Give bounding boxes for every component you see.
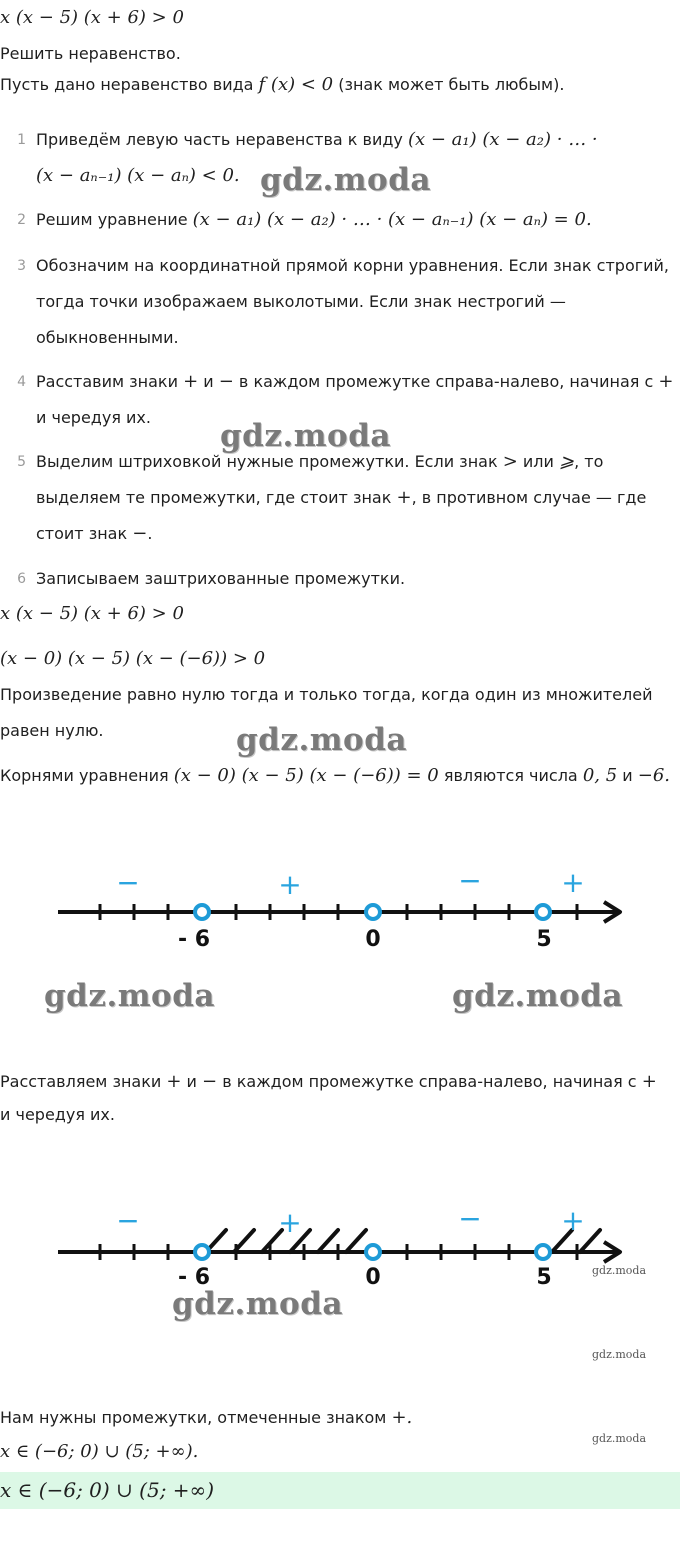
step-text [36,444,678,552]
problem-inequality: x (x − 5) (x + 6) > 0 [0,7,184,28]
needed-intervals-line [0,1400,680,1436]
root-label: 5 [536,1265,552,1290]
hatch-stroke [346,1230,366,1252]
step-1-text: Приведём левую часть неравенства к виду [36,130,408,149]
signs-line-2: и чередуя их. [0,1105,115,1124]
watermark: gdz.moda [452,978,623,1014]
signs-text: Расставляем знаки [0,1072,167,1091]
step-5-geq: ⩾ [559,451,575,472]
step-5-plus: + [396,487,412,508]
result-line: x ∈ (−6; 0) ∪ (5; +∞). [0,1441,199,1462]
hatch-stroke [318,1230,338,1252]
step-5-text-a: Выделим штриховкой нужные промежутки. Если знак [36,452,503,471]
roots-value-3: −6. [637,765,671,786]
step-4-text-c: в каждом промежутке справа-налево, начиная с [233,372,659,391]
root-point-minus-6 [195,905,209,919]
sign-label: + [278,868,302,901]
step-number: 1 [17,132,26,148]
step-5-text-d: , в противном случае — где стоит знак [36,488,647,543]
root-label: - 6 [177,1265,211,1290]
roots-text: Корнями уравнения [0,766,174,785]
sign-label: + [561,866,585,899]
step-4-text-d: и чередуя их. [36,408,151,427]
roots-values: 0, 5 [582,765,618,786]
step-5-minus: − [132,523,148,544]
solution-line-1: x (x − 5) (x + 6) > 0 [0,603,184,624]
sign-label: − [458,1202,482,1235]
sign-label: − [458,864,482,897]
step-1-math-b: (x − aₙ₋₁) (x − aₙ) < 0. [36,165,240,186]
signs-text-3: в каждом промежутке справа-налево, начиная с [217,1072,642,1091]
watermark-small: gdz.moda [592,1432,647,1445]
root-point-5 [536,1245,550,1259]
root-label: - 6 [177,927,211,952]
step-text [36,202,678,238]
step-4-minus: − [218,371,234,392]
intro-text-end: (знак может быть любым). [333,75,565,94]
step-text: Обозначим на координатной прямой корни уравнения. Если знак строгий, тогда точки изображаем выколотыми. Если знак нестрогий — обыкновенными. [36,256,670,347]
root-point-0 [366,905,380,919]
answer-box [0,1472,680,1509]
root-label: 5 [536,927,552,952]
watermark-small: gdz.moda [592,1264,647,1277]
step-4-text-a: Расставим знаки [36,372,184,391]
sign-label: − [116,866,140,899]
root-point-5 [536,905,550,919]
step-number: 6 [17,571,26,587]
step-5-text-e: . [147,524,153,543]
number-line-2 [0,1200,680,1300]
step-5-text-c: , то выделяем те промежутки, где стоит знак [36,452,604,507]
signs-text-2: и [181,1072,203,1091]
zero-product-text: Произведение равно нулю тогда и только тогда, когда один из множителей равен нулю. [0,685,653,740]
root-point-minus-6 [195,1245,209,1259]
step-5-gt: > [502,451,518,472]
step-number: 4 [17,374,26,390]
roots-text-2: являются числа [438,766,583,785]
step-5-text-b: или [517,452,559,471]
signs-plus-2: + [641,1071,657,1092]
step-2-math: (x − a₁) (x − a₂) · … · (x − aₙ₋₁) (x − aₙ) = 0. [192,209,592,230]
sign-label: − [116,1204,140,1237]
need-text: Нам нужны промежутки, отмеченные знаком [0,1408,392,1427]
step-number: 2 [17,212,26,228]
watermark: gdz.moda [44,978,215,1014]
number-line-1 [0,860,680,960]
hatch-stroke [234,1230,254,1252]
intro-math: f (x) < 0 [258,74,334,95]
task-text: Решить неравенство. [0,44,181,63]
solution-line-2: (x − 0) (x − 5) (x − (−6)) > 0 [0,648,266,669]
intro-text: Пусть дано неравенство вида [0,75,259,94]
step-4-plus-2: + [658,371,674,392]
roots-text-3: и [617,766,638,785]
step-1-math-a: (x − a₁) (x − a₂) · … · [407,129,598,150]
root-point-0 [366,1245,380,1259]
need-plus: +. [391,1407,413,1428]
watermark: gdz.moda [236,722,407,758]
intro-line [0,67,680,103]
step-4-plus: + [183,371,199,392]
signs-line-1 [0,1064,680,1100]
sign-label: + [278,1206,302,1239]
root-label: 0 [365,927,381,952]
root-label: 0 [365,1265,381,1290]
step-text: Записываем заштрихованные промежутки. [36,569,406,588]
sign-label: + [561,1204,585,1237]
signs-minus: − [202,1071,218,1092]
roots-equation: (x − 0) (x − 5) (x − (−6)) = 0 [173,765,439,786]
step-2-text: Решим уравнение [36,210,193,229]
watermark: gdz.moda [172,1286,343,1322]
watermark-small: gdz.moda [592,1348,647,1361]
watermark: gdz.moda [220,418,391,454]
roots-line [0,758,680,794]
signs-plus: + [166,1071,182,1092]
watermark: gdz.moda [260,162,431,198]
step-4-text-b: и [198,372,219,391]
step-number: 5 [17,454,26,470]
answer-text: x ∈ (−6; 0) ∪ (5; +∞) [0,1478,215,1502]
step-number: 3 [17,258,26,274]
